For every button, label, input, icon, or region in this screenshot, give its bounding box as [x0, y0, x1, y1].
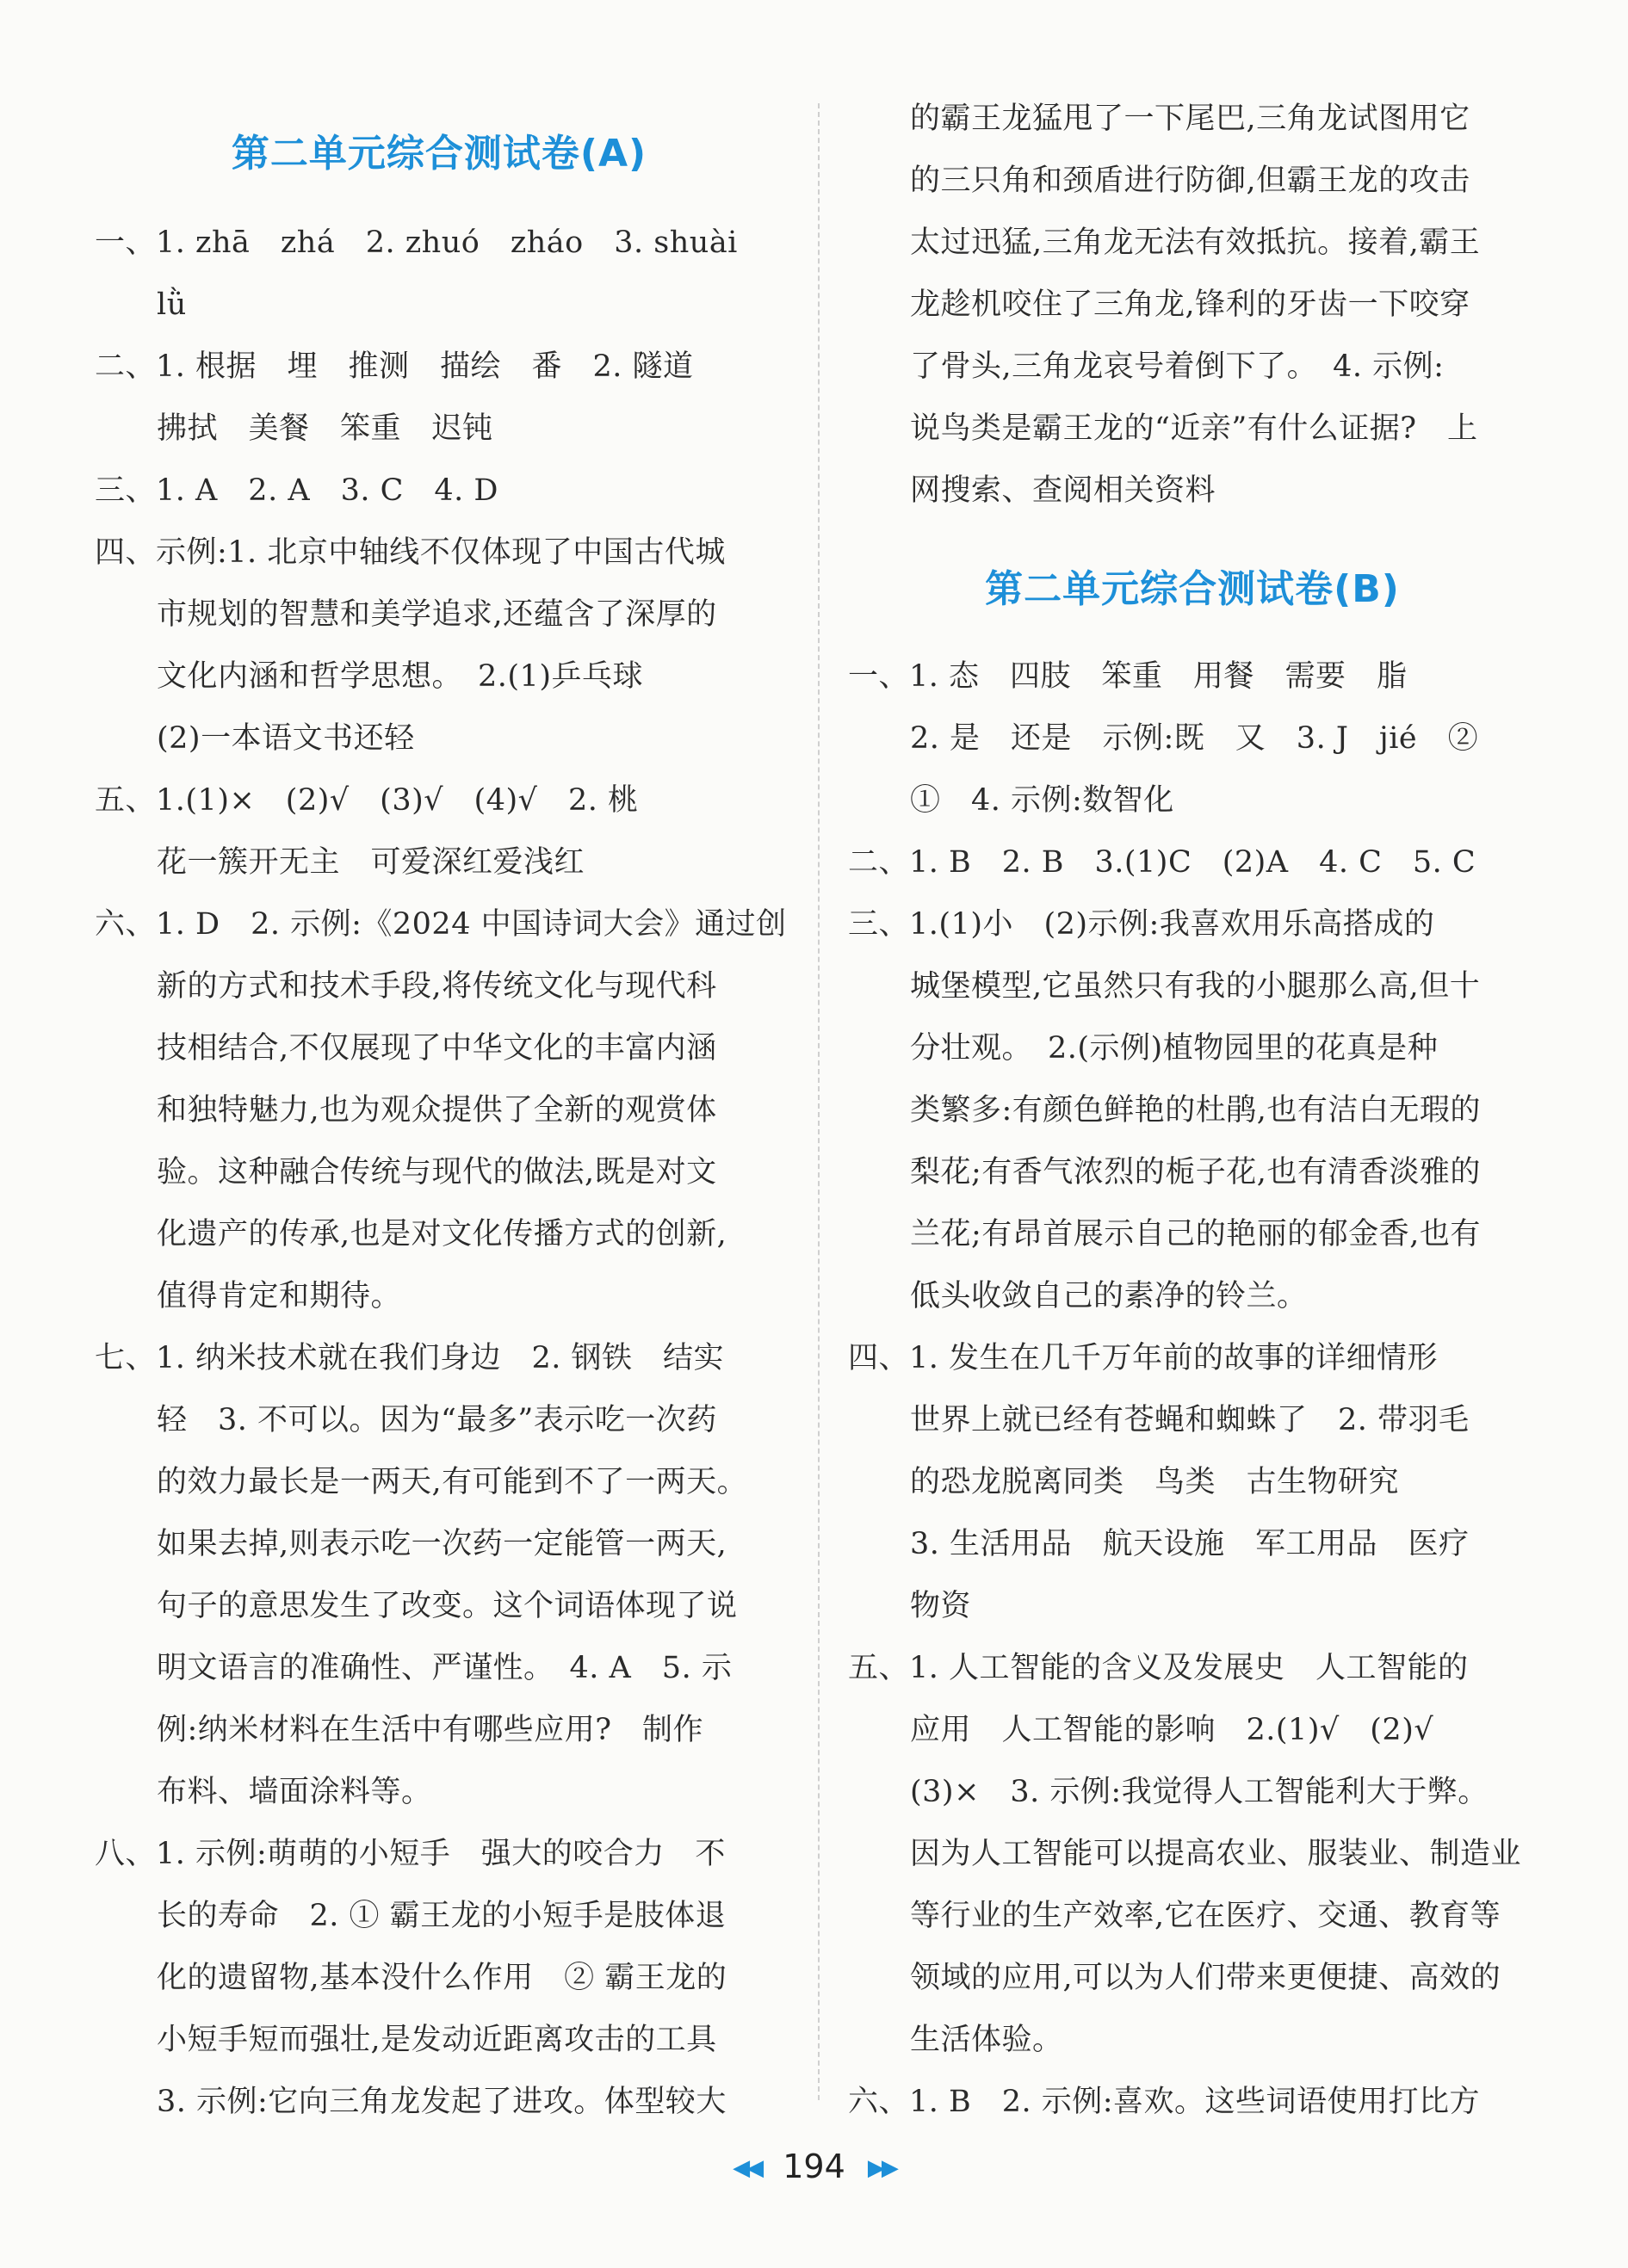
answer-line: 三、1.(1)小 (2)示例:我喜欢用乐高搭成的: [848, 907, 1435, 942]
section-heading-a: 第二单元综合测试卷(A): [231, 132, 647, 176]
answer-line: 网搜索、查阅相关资料: [910, 473, 1216, 508]
answer-line: lǜ: [157, 287, 187, 322]
answer-line: 市规划的智慧和美学追求,还蕴含了深厚的: [157, 597, 717, 632]
answer-line: 因为人工智能可以提高农业、服装业、制造业: [910, 1837, 1522, 1871]
answer-line: 的效力最长是一两天,有可能到不了一两天。: [157, 1465, 748, 1499]
answer-line: 八、1. 示例:萌萌的小短手 强大的咬合力 不: [95, 1837, 726, 1871]
answer-line: 布料、墙面涂料等。: [157, 1775, 432, 1809]
answer-line: 长的寿命 2. ① 霸王龙的小短手是肢体退: [157, 1899, 727, 1933]
answer-line: 如果去掉,则表示吃一次药一定能管一两天,: [157, 1527, 727, 1561]
page-number: 194: [783, 2147, 845, 2185]
answer-line: 二、1. 根据 埋 推测 描绘 番 2. 隧道: [95, 349, 694, 384]
answer-line: 一、1. zhā zhá 2. zhuó zháo 3. shuài: [95, 226, 738, 260]
answer-line: 3. 生活用品 航天设施 军工用品 医疗: [910, 1527, 1470, 1561]
answer-line: 六、1. D 2. 示例:《2024 中国诗词大会》通过创: [95, 907, 787, 942]
answer-line: 梨花;有香气浓烈的栀子花,也有清香淡雅的: [910, 1155, 1481, 1190]
answer-line: 了骨头,三角龙哀号着倒下了。 4. 示例:: [910, 349, 1445, 384]
answer-line: 七、1. 纳米技术就在我们身边 2. 钢铁 结实: [95, 1341, 725, 1375]
answer-line: 类繁多:有颜色鲜艳的杜鹃,也有洁白无瑕的: [910, 1093, 1481, 1128]
answer-line: 明文语言的准确性、严谨性。 4. A 5. 示: [157, 1651, 733, 1685]
answer-line: 化遗产的传承,也是对文化传播方式的创新,: [157, 1217, 727, 1251]
answer-line: 等行业的生产效率,它在医疗、交通、教育等: [910, 1899, 1501, 1933]
answer-line: 的三只角和颈盾进行防御,但霸王龙的攻击: [910, 164, 1470, 198]
answer-line: 值得肯定和期待。: [157, 1279, 402, 1313]
column-divider: [818, 103, 820, 2100]
section-heading-b: 第二单元综合测试卷(B): [985, 567, 1400, 611]
answer-line: 3. 示例:它向三角龙发起了进攻。体型较大: [157, 2085, 727, 2119]
answer-line: 说鸟类是霸王龙的“近亲”有什么证据? 上: [910, 411, 1478, 446]
answer-line: 龙趁机咬住了三角龙,锋利的牙齿一下咬穿: [910, 287, 1470, 322]
answer-line: 应用 人工智能的影响 2.(1)√ (2)√: [910, 1713, 1434, 1747]
answer-line: 兰花;有昂首展示自己的艳丽的郁金香,也有: [910, 1217, 1481, 1251]
answer-line: 生活体验。: [910, 2023, 1063, 2057]
answer-line: 三、1. A 2. A 3. C 4. D: [95, 473, 498, 508]
answer-line: 四、1. 发生在几千万年前的故事的详细情形: [848, 1341, 1439, 1375]
answer-line: 城堡模型,它虽然只有我的小腿那么高,但十: [910, 969, 1481, 1004]
answer-line: 低头收敛自己的素净的铃兰。: [910, 1279, 1308, 1313]
answer-line: 领域的应用,可以为人们带来更便捷、高效的: [910, 1961, 1501, 1995]
answer-line: 世界上就已经有苍蝇和蜘蛛了 2. 带羽毛: [910, 1403, 1470, 1437]
answer-line: 太过迅猛,三角龙无法有效抵抗。接着,霸王: [910, 226, 1481, 260]
answer-line: 句子的意思发生了改变。这个词语体现了说: [157, 1589, 738, 1623]
answer-line: 一、1. 态 四肢 笨重 用餐 需要 脂: [848, 659, 1408, 694]
answer-line: 的恐龙脱离同类 鸟类 古生物研究: [910, 1465, 1400, 1499]
answer-line: 化的遗留物,基本没什么作用 ② 霸王龙的: [157, 1961, 727, 1995]
answer-line: 四、示例:1. 北京中轴线不仅体现了中国古代城: [95, 535, 726, 570]
answer-line: 例:纳米材料在生活中有哪些应用? 制作: [157, 1713, 704, 1747]
answer-line: 文化内涵和哲学思想。 2.(1)乒乓球: [157, 659, 643, 694]
answer-line: 拂拭 美餐 笨重 迟钝: [157, 411, 493, 446]
answer-line: 五、1. 人工智能的含义及发展史 人工智能的: [848, 1651, 1469, 1685]
answer-line: 分壮观。 2.(示例)植物园里的花真是种: [910, 1031, 1439, 1066]
answer-line: 二、1. B 2. B 3.(1)C (2)A 4. C 5. C: [848, 845, 1476, 880]
prev-arrows-icon: ◀◀: [733, 2155, 761, 2181]
answer-line: 小短手短而强壮,是发动近距离攻击的工具: [157, 2023, 717, 2057]
answer-line: 新的方式和技术手段,将传统文化与现代科: [157, 969, 717, 1004]
answer-line: 和独特魅力,也为观众提供了全新的观赏体: [157, 1093, 717, 1128]
answer-line: 2. 是 还是 示例:既 又 3. J jié ②: [910, 721, 1479, 756]
next-arrows-icon: ▶▶: [867, 2155, 895, 2181]
answer-line: 花一簇开无主 可爱深红爱浅红: [157, 845, 585, 880]
answer-line: 六、1. B 2. 示例:喜欢。这些词语使用打比方: [848, 2085, 1481, 2119]
answer-line: 物资: [910, 1589, 972, 1623]
page-footer: [0, 2147, 1628, 2185]
answer-line: 轻 3. 不可以。因为“最多”表示吃一次药: [157, 1403, 717, 1437]
answer-line: 的霸王龙猛甩了一下尾巴,三角龙试图用它: [910, 102, 1470, 136]
answer-line: 五、1.(1)× (2)√ (3)√ (4)√ 2. 桃: [95, 783, 639, 818]
answer-line: (3)× 3. 示例:我觉得人工智能利大于弊。: [910, 1775, 1489, 1809]
answer-line: 技相结合,不仅展现了中华文化的丰富内涵: [157, 1031, 717, 1066]
answer-line: ① 4. 示例:数智化: [910, 783, 1174, 818]
answer-line: (2)一本语文书还轻: [157, 721, 415, 756]
answer-line: 验。这种融合传统与现代的做法,既是对文: [157, 1155, 717, 1190]
